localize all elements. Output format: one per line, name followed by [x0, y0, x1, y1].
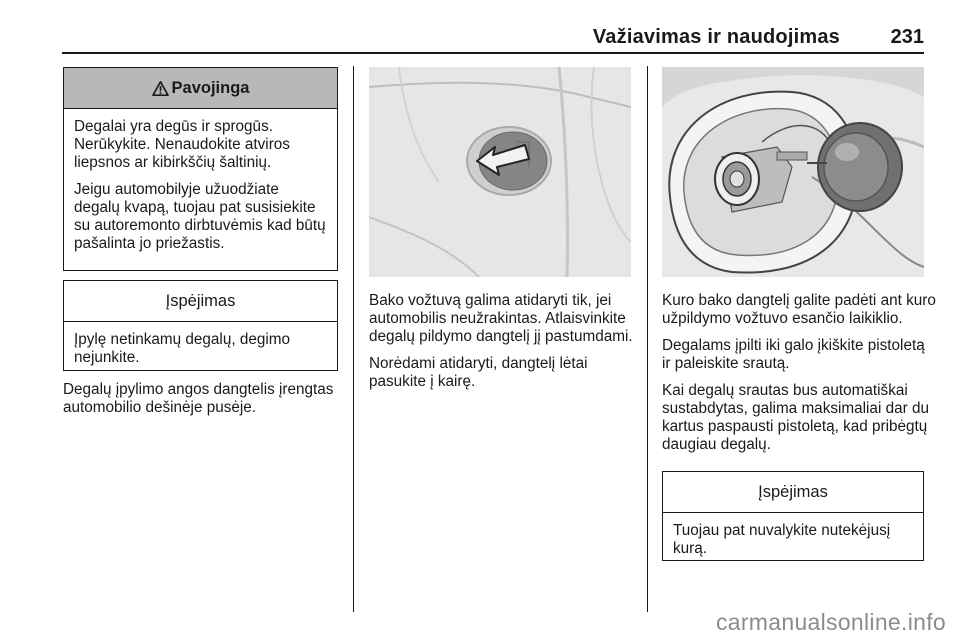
- danger-paragraph: Jeigu automobilyje užuodžiate degalų kvapą, tuojau pat susisiekite su autoremonto dirbtuvėmis kad būtų pašalinta jo priežastis.: [74, 181, 326, 252]
- open-fuel-cap-illustration: [662, 67, 924, 277]
- danger-box-heading: [64, 68, 337, 109]
- body-paragraph: Norėdami atidaryti, dangtelį lėtai pasukite į kairę.: [369, 355, 588, 390]
- body-paragraph: Degalų įpylimo angos dangtelis įrengtas automobilio dešinėje pusėje.: [63, 381, 334, 416]
- caution-paragraph: Tuojau pat nuvalykite nutekėjusį kurą.: [673, 522, 891, 557]
- caution-box-heading: Įspėjimas: [663, 472, 923, 513]
- warning-triangle-icon: [152, 81, 169, 96]
- danger-box-title: Pavojinga: [171, 78, 250, 97]
- body-paragraph: Kai degalų srautas bus automatiškai sustabdytas, galima maksimaliai dar du kartus paspausti pistoletą, kad pribėgtų daugiau degalų.: [662, 382, 929, 453]
- middle-body-text: [369, 292, 639, 400]
- caution-paragraph: Įpylę netinkamų degalų, degimo nejunkite.: [74, 331, 290, 366]
- body-paragraph: Kuro bako dangtelį galite padėti ant kuro užpildymo vožtuvo esančio laikiklio.: [662, 292, 936, 327]
- page-header: [62, 22, 924, 54]
- fuel-flap-illustration: [369, 67, 631, 277]
- body-paragraph: Bako vožtuvą galima atidaryti tik, jei automobilis neužrakintas. Atlaisvinkite degalų pildymo dangtelį jį pastumdami.: [369, 292, 633, 345]
- column-divider-right: [647, 66, 648, 612]
- section-title: Važiavimas ir naudojimas: [592, 26, 840, 48]
- column-divider-left: [353, 66, 354, 612]
- caution-box-right: [662, 471, 924, 561]
- left-body-text: [63, 381, 353, 426]
- watermark: carmanualsonline.info: [715, 609, 946, 635]
- right-body-text: [662, 292, 937, 463]
- caution-box-heading: Įspėjimas: [64, 281, 337, 322]
- caution-box-left: [63, 280, 338, 371]
- open-fuel-cap-icon: [662, 67, 924, 277]
- body-paragraph: Degalams įpilti iki galo įkiškite pistoletą ir paleiskite srautą.: [662, 337, 925, 372]
- page-number: 231: [890, 26, 924, 48]
- danger-box: [63, 67, 338, 271]
- fuel-flap-push-arrow-icon: [369, 67, 631, 277]
- danger-paragraph: Degalai yra degūs ir sprogūs. Nerūkykite. Nenaudokite atviros liepsnos ar kibirkščių šaltinių.: [74, 118, 290, 171]
